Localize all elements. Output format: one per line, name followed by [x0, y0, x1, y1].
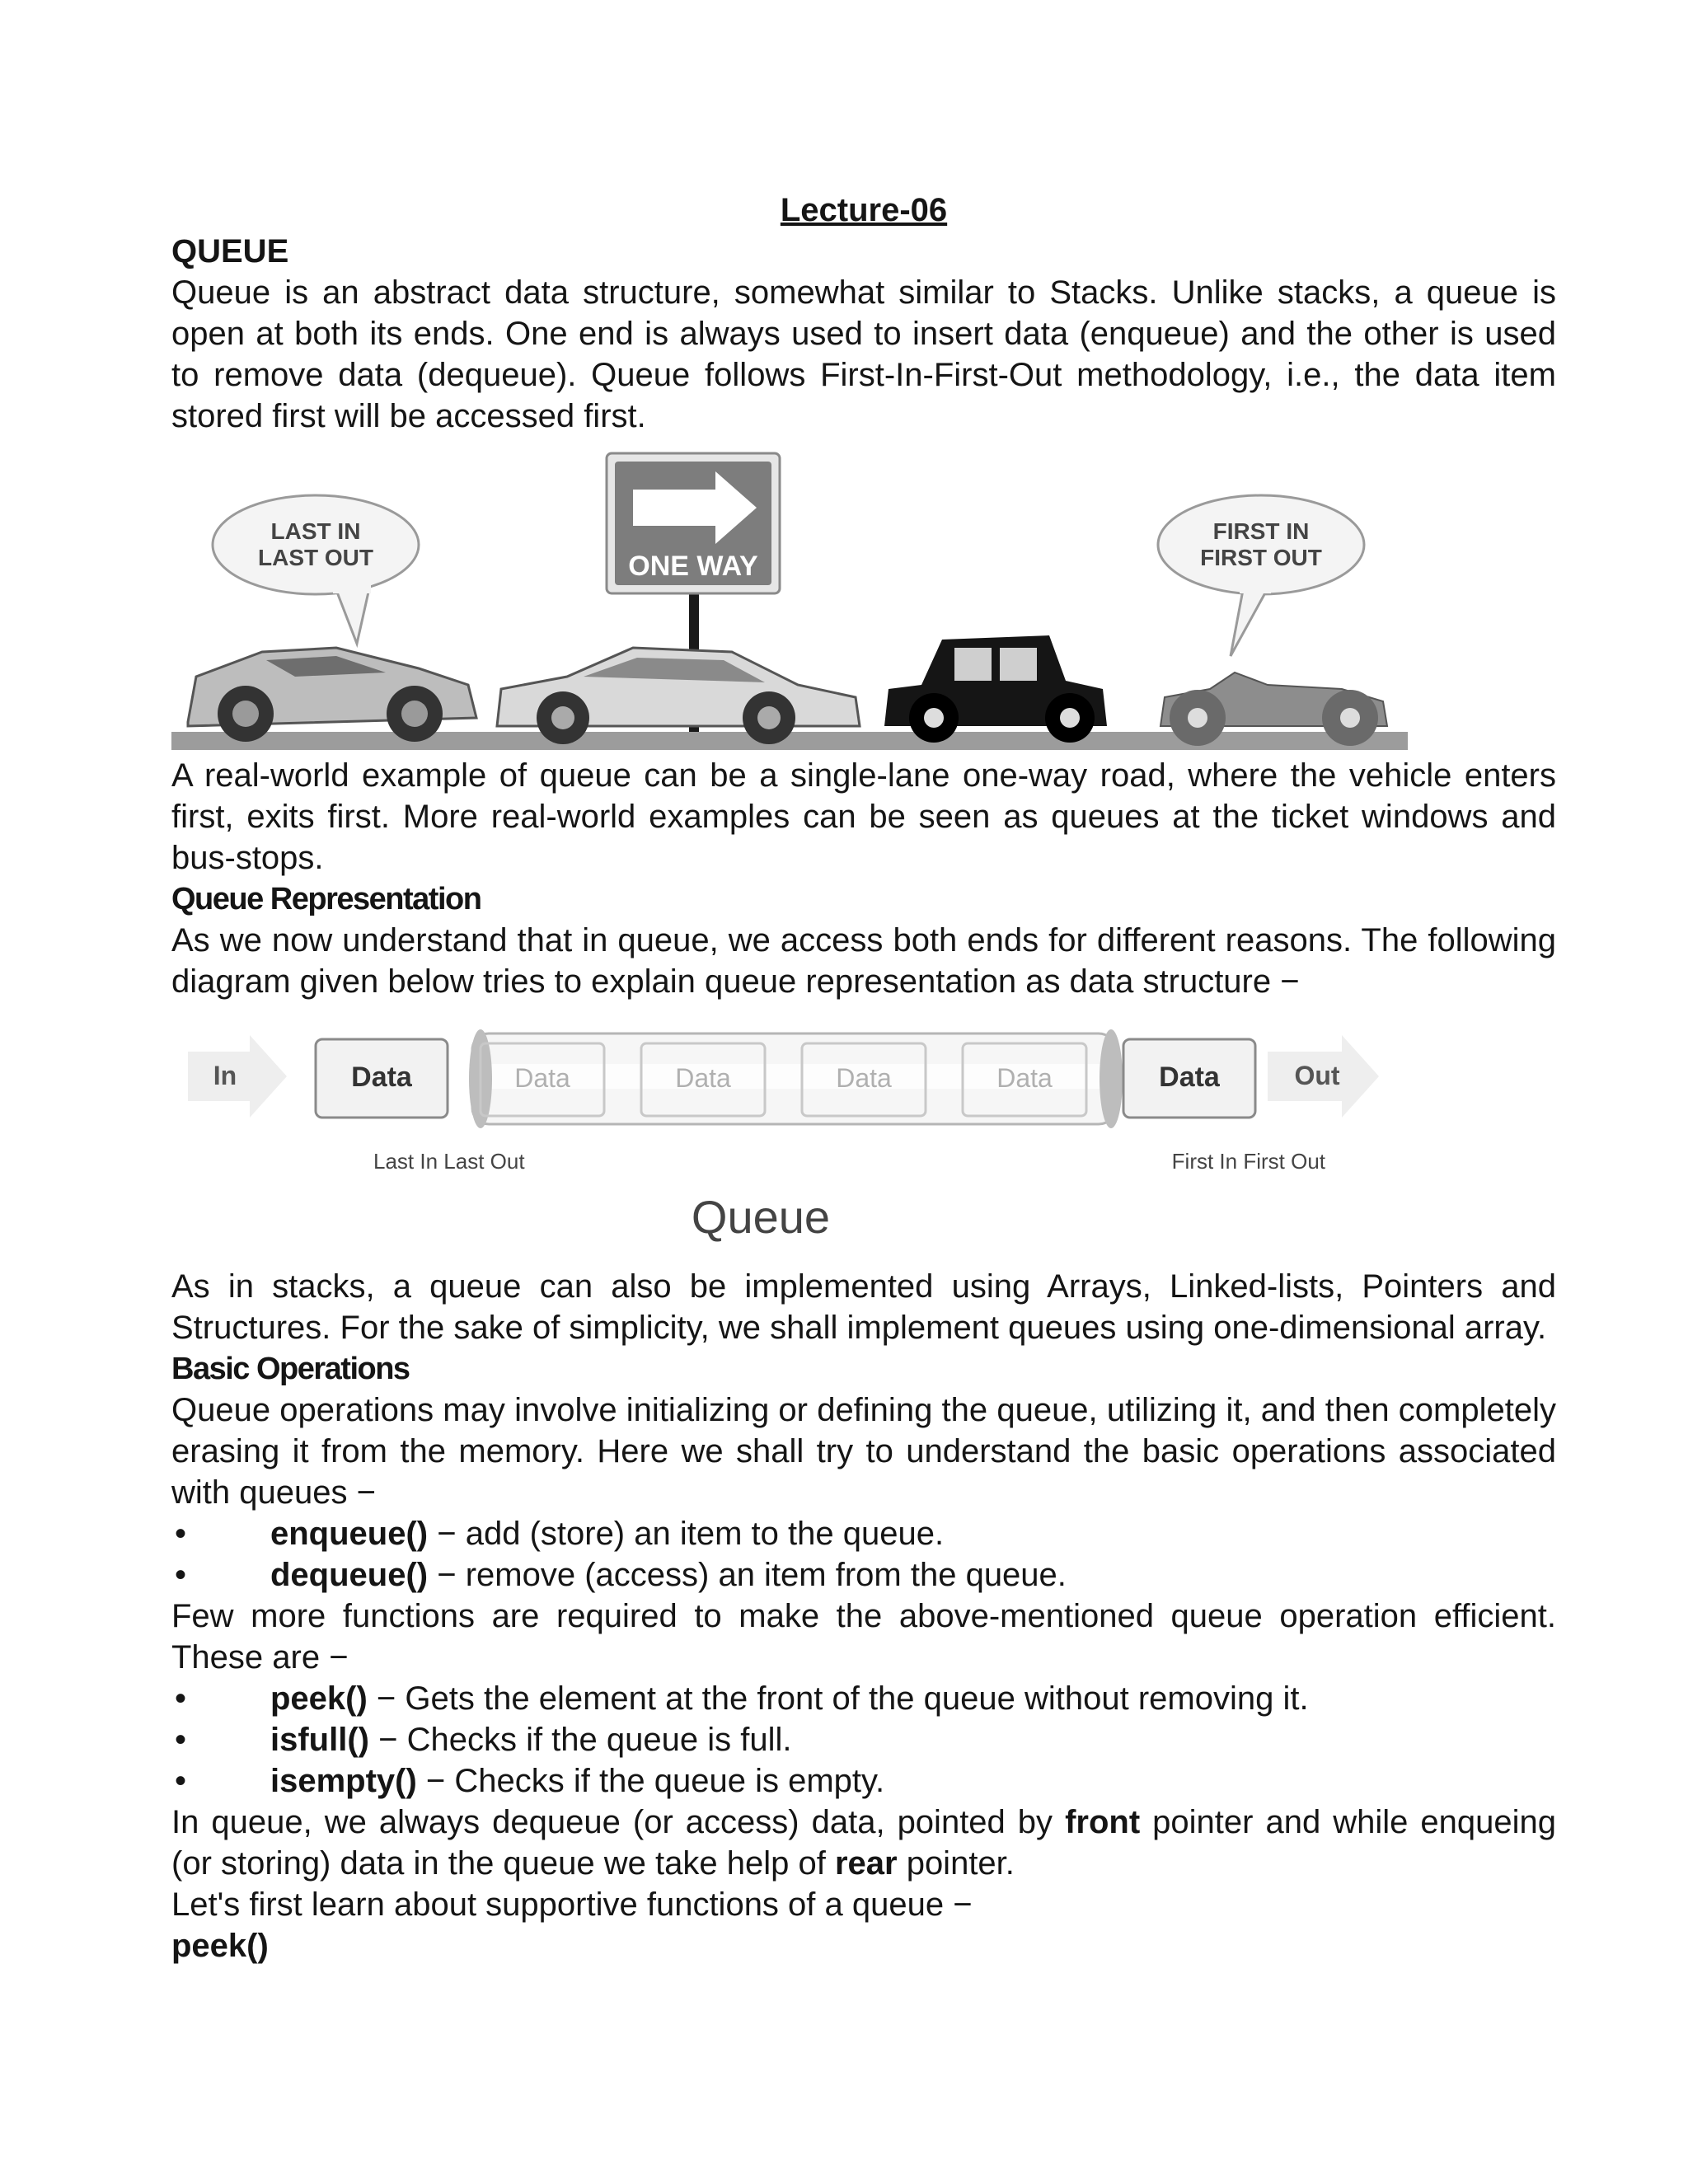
bubble-right-line-1: FIRST IN — [1212, 518, 1310, 544]
basic-operations-heading: Basic Operations — [171, 1352, 410, 1386]
incoming-data-box — [316, 1039, 448, 1118]
implementation-paragraph: As in stacks, a queue can also be implemented using Arrays, Linked-lists, Pointers and Structures. For the sake of simplicity, we shall implement queues using one-dimensional array. — [171, 1268, 1556, 1346]
list-item — [171, 1719, 1556, 1760]
intro-paragraph: Queue is an abstract data structure, somewhat similar to Stacks. Unlike stacks, a queue is open at both its ends. One end is always used to insert data (enqueue) and the other is used to remove data (dequeue). Queue follows First-In-First-Out methodology, i.e., the data item stored first will be accessed first. — [171, 274, 1556, 434]
road-example-paragraph: A real-world example of queue can be a single-lane one-way road, where the vehicle enters first, exits first. More real-world examples can be seen as queues at the ticket windows and bus-stops. — [171, 757, 1556, 876]
incoming-data-label: Data — [351, 1062, 412, 1093]
in-label: In — [213, 1061, 237, 1090]
basic-operations-list — [171, 1513, 1556, 1596]
bubble-left-line-2: LAST OUT — [258, 545, 373, 570]
list-item — [171, 1513, 1556, 1554]
more-functions-paragraph: Few more functions are required to make the above-mentioned queue operation efficient. These are − — [171, 1598, 1556, 1675]
sports-car — [188, 648, 476, 742]
bullet-dot: • — [175, 1680, 187, 1717]
queue-representation-heading: Queue Representation — [171, 882, 481, 916]
road — [171, 732, 1408, 750]
rear-keyword: rear — [834, 1845, 898, 1882]
queue-slot-3-label: Data — [836, 1063, 892, 1093]
operation-name: enqueue() — [270, 1516, 429, 1552]
list-item — [171, 1678, 1556, 1719]
function-description: − Gets the element at the front of the queue without removing it. — [367, 1680, 1309, 1717]
first-in-first-out-caption: First In First Out — [1171, 1149, 1325, 1174]
out-label: Out — [1294, 1061, 1340, 1090]
bullet-dot: • — [175, 1516, 187, 1552]
bullet-dot: • — [175, 1722, 187, 1758]
one-way-road-figure — [171, 450, 1408, 755]
list-item — [171, 1554, 1556, 1596]
queue-slot-4-label: Data — [996, 1063, 1053, 1093]
pointer-text-3: pointer. — [897, 1845, 1015, 1882]
sedan-car — [497, 648, 860, 744]
function-name: isfull() — [270, 1722, 369, 1758]
operation-description: − add (store) an item to the queue. — [428, 1516, 945, 1552]
queue-slot-2-label: Data — [675, 1063, 731, 1093]
supportive-intro: Let's first learn about supportive functions of a queue − — [171, 1886, 973, 1923]
last-in-last-out-bubble — [213, 495, 419, 644]
queue-diagram — [171, 1019, 1408, 1266]
vintage-car — [884, 635, 1107, 743]
basic-operations-paragraph: Queue operations may involve initializing or defining the queue, utilizing it, and then completely erasing it from the memory. Here we shall try to understand the basic operations associated with queues − — [171, 1392, 1556, 1511]
support-functions-list — [171, 1678, 1556, 1802]
peek-heading — [171, 1925, 1556, 1966]
pointer-text-1: In queue, we always dequeue (or access) data, pointed by — [171, 1804, 1066, 1840]
function-name: peek() — [270, 1680, 368, 1717]
bubble-left-line-1: LAST IN — [270, 518, 361, 544]
operation-name: dequeue() — [270, 1557, 429, 1593]
front-keyword: front — [1065, 1804, 1141, 1840]
bullet-dot: • — [175, 1763, 187, 1799]
peek-heading-text: peek() — [171, 1928, 269, 1964]
main-heading: QUEUE — [171, 233, 289, 269]
first-in-first-out-bubble — [1158, 495, 1364, 656]
queue-diagram-title: Queue — [691, 1191, 831, 1243]
list-item — [171, 1760, 1556, 1802]
pointer-text-2: pointer and while enqueing (or storing) data in the queue we take help of — [171, 1804, 1556, 1882]
sign-text: ONE WAY — [628, 551, 758, 582]
queue-slot-1-label: Data — [514, 1063, 570, 1093]
document-page — [171, 190, 1556, 1966]
pointer-paragraph — [171, 1802, 1556, 1884]
function-description: − Checks if the queue is full. — [368, 1722, 792, 1758]
function-description: − Checks if the queue is empty. — [416, 1763, 885, 1799]
bubble-right-line-2: FIRST OUT — [1200, 545, 1322, 570]
in-arrow — [188, 1035, 287, 1118]
bullet-dot: • — [175, 1557, 187, 1593]
outgoing-data-label: Data — [1159, 1062, 1220, 1093]
lecture-title: Lecture-06 — [780, 192, 948, 228]
representation-paragraph: As we now understand that in queue, we access both ends for different reasons. The following diagram given below tries to explain queue representation as data structure − — [171, 922, 1556, 1000]
function-name: isempty() — [270, 1763, 417, 1799]
last-in-last-out-caption: Last In Last Out — [373, 1149, 525, 1174]
operation-description: − remove (access) an item from the queue. — [428, 1557, 1067, 1593]
out-arrow — [1268, 1035, 1379, 1118]
one-way-sign — [607, 453, 780, 593]
outgoing-data-box — [1123, 1039, 1255, 1118]
